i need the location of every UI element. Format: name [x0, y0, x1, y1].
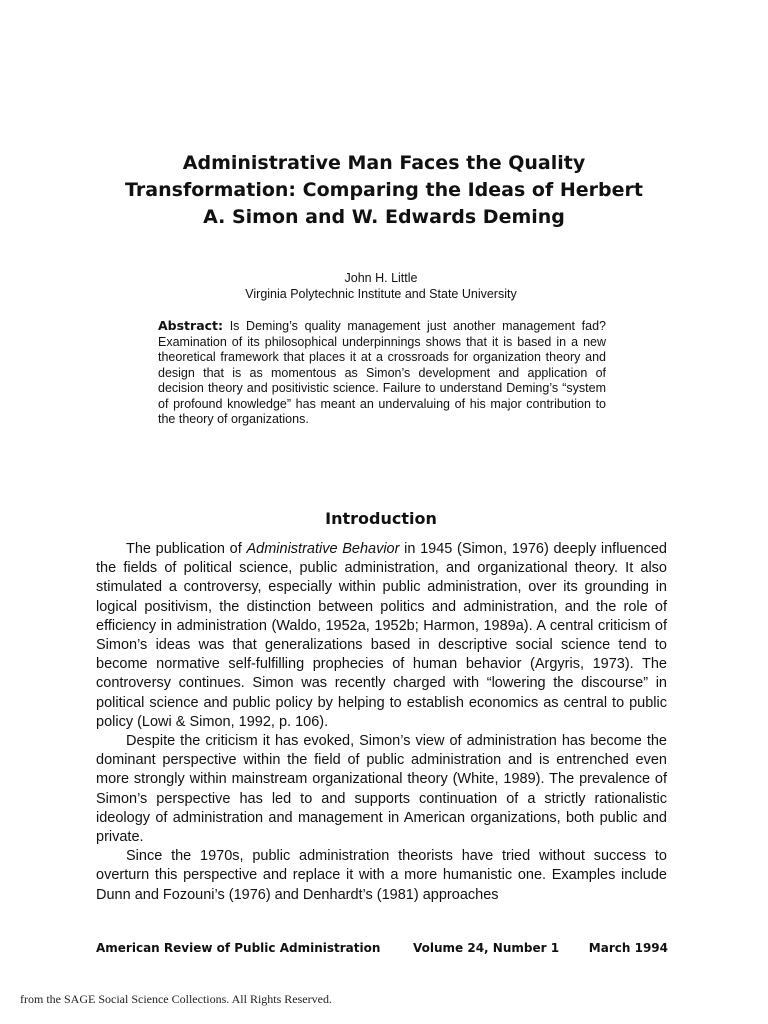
paragraph-1-lead: The publication of — [126, 541, 247, 557]
body-text — [96, 540, 667, 905]
journal-date: March 1994 — [588, 941, 668, 955]
author-affiliation: Virginia Polytechnic Institute and State University — [245, 287, 517, 301]
author-block — [150, 270, 612, 302]
book-title-italic: Administrative Behavior — [246, 541, 400, 557]
section-heading-introduction: Introduction — [325, 509, 437, 528]
author-name: John H. Little — [344, 271, 418, 285]
abstract — [158, 318, 606, 428]
journal-volume: Volume 24, Number 1 — [413, 941, 560, 955]
paragraph-3: Since the 1970s, public administration theorists have tried without success to overturn this perspective and replace it with a more humanistic one. Examples include Dunn and Fozouni’s (1976) and Denhardt’s (1981) approaches — [96, 848, 667, 903]
abstract-label: Abstract: — [158, 318, 224, 333]
paragraph-1-rest: in 1945 (Simon, 1976) deeply influenced the fields of political science, public administration, and organizational theory. It also stimulated a controversy, especially within public administration, over its grounding in logical positivism, the distinction between politics and administration, and the role of efficiency in administration (Waldo, 1952a, 1952b; Harmon, 1989a). A central criticism of Simon’s ideas was that generalizations based in descriptive social science tend to become normative self-fulfilling prophecies of human behavior (Argyris, 1973). The controversy continues. Simon was recently charged with “lowering the discourse” in political science and public policy by helping to establish economics as central to public policy (Lowi & Simon, 1992, p. 106). — [96, 541, 667, 730]
paragraph-1 — [96, 540, 667, 732]
paragraph-2: Despite the criticism it has evoked, Simon’s view of administration has become the dominant perspective within the field of public administration and is entrenched even more strongly within mainstream organizational theory (White, 1989). The prevalence of Simon’s perspective has led to and supports continuation of a strictly rationalistic ideology of administration and management in American organizations, both public and private. — [96, 733, 667, 846]
article-title: Administrative Man Faces the Quality Transformation: Comparing the Ideas of Herbert A. Simon and W. Edwards Deming — [125, 152, 643, 228]
copyright-notice: from the SAGE Social Science Collections. All Rights Reserved. — [20, 992, 332, 1006]
abstract-text: Is Deming’s quality management just another management fad? Examination of its philosophical underpinnings shows that it is based in a new theoretical framework that places it at a crossroads for organization theory and design that is as momentous as Simon’s development and application of decision theory and positivistic science. Failure to understand Deming’s “system of profound knowledge” has meant an undervaluing of his major contribution to the theory of organizations. — [158, 319, 607, 426]
journal-name: American Review of Public Administration — [96, 941, 381, 955]
